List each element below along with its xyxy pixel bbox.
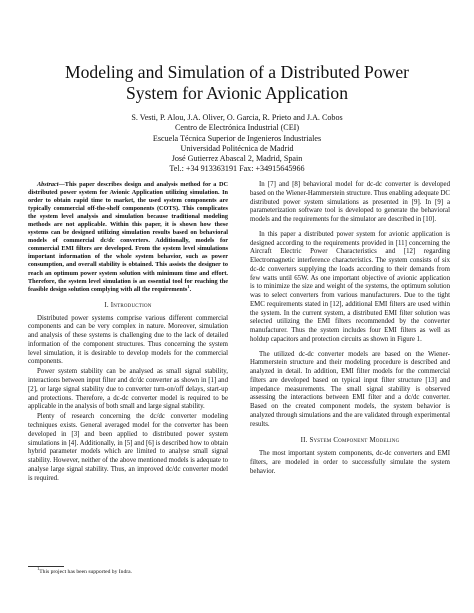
paper-title: Modeling and Simulation of a Distributed Power System for Avionic Application (64, 62, 409, 103)
right-column (250, 181, 450, 477)
section-heading-introduction: I. Introduction (104, 301, 152, 309)
author-block (90, 113, 384, 175)
affiliation-line: Universidad Politécnica de Madrid (180, 143, 294, 153)
section-heading-system-component-modeling: II. System Component Modeling (300, 437, 400, 445)
body-paragraph: The most important system components, dc-dc converters and EMI filters, are modeled in order to successfully simulate the system behavior. (250, 450, 450, 475)
contact-line: Tel.: +34 913363191 Fax: +34915645966 (169, 164, 305, 174)
affiliation-line: Escuela Técnica Superior de Ingenieros Industriales (152, 133, 322, 143)
body-paragraph: The utilized dc-dc converter models are based on the Wiener-Hammerstein structure and their modeling procedure is described and analyzed in detail. In addition, EMI filter models for the commercial filters are developed based on typical input filter structure [13] and impedance measurements. The small signal stability is observed assessing the interactions between EMI filter and a dc/dc converter. Based on the created component models, the system behavior is analyzed through simulations and the are validated through experimental results. (250, 350, 450, 428)
body-paragraph: Power system stability can be analysed as small signal stability, interactions between input filter and dc/dc converter as shown in [1] and [2], or large signal stability due to converter turn-on/off delays, start-up and protections. Therefore, a dc-dc converter model is required to be applicable in the analysis of both small and large signal stability. (28, 368, 228, 411)
footnote-marker: 1 (187, 283, 190, 289)
abstract (28, 181, 228, 294)
body-paragraph: Plenty of research concerning the dc/dc converter modeling techniques exists. General averaged model for the converter has been developed in [3] and been applied to distributed power system simulations in [4]. Additionally, in [5] and [6] is described how to obtain hybrid parameter models which are limited to analyse small signal stability. However, neither of the above mentioned models is adequate to analyse large signal stability. Thus, an improved dc/dc converter model is required. (28, 413, 228, 482)
footnote-text: This project has been supported by Indra. (39, 569, 132, 575)
footnote (28, 566, 228, 576)
body-paragraph: Distributed power systems comprise various different commercial components and can be very complex in nature. Moreover, simulation and analysis of these systems is challenging due to the lack of detailed information of the component structures. Thus concerning the system level simulation, it is desirable to develop models for the commercial components. (28, 314, 228, 366)
footnote-rule (28, 566, 64, 567)
left-column (28, 181, 228, 483)
affiliation-line: José Gutierrez Abascal 2, Madrid, Spain (171, 154, 303, 164)
abstract-label: Abstract (37, 181, 59, 188)
footnote-number: 1 (37, 566, 40, 572)
body-paragraph: In this paper a distributed power system for avionic application is designed according to the requirements provided in [11] concerning the Aircraft Electric Power Characteristics and [12] regarding Electromagnetic interference characteristics. The system consists of six dc-dc converters supplying the loads according to their demands from few watts until 65W. As one important objective of avionic application is to minimize the size and weight of the systems, the optimum solution was to select converters from various manufacturers. Due to the tight EMC requirements stated in [12], additional EMI filters are used within the system. In the current system, a distributed EMI filter solution was selected utilizing the EMI filters recommended by the converter manufacturer. Thus the system includes four EMI filters as well as holdup capacitors and protection circuits as shown in Figure 1. (250, 230, 450, 343)
affiliation-line: Centro de Electrónica Industrial (CEI) (174, 123, 300, 133)
body-paragraph: In [7] and [8] behavioral model for dc-dc converter is developed based on the Wiener-Hammerstein structure. Thus enabling adequate DC distributed power system simulations as presented in [9]. In [9] a parameterization software tool is developed to generate the behavioral models and the requirements for the simulator are described in [10]. (250, 181, 450, 223)
author-names: S. Vesti, P. Alou, J.A. Oliver, O. Garcia, R. Prieto and J.A. Cobos (131, 113, 343, 122)
abstract-end: . (189, 285, 192, 293)
abstract-text: —This paper describes design and analysis method for a DC distributed power system for Avionic Application utilizing simulation. In order to obtain rapid time to market, the used system components are typically commercial off-the-shelf components (COTS). This complicates the system level analysis and simulation because traditional modeling methods are not applicable. Within this paper, it is shown how these systems can be designed utilizing simulation results based on behavioral models of commercial dc/dc converters. Additionally, models for commercial EMI filters are developed. From the system level simulations important information of the whole system behavior, such as power consumption, and overall stability is obtained. This assists the designer to reach an optimum power system solution with minimum time and effort. Therefore, the system level simulation is an essential tool for reaching the feasible design solution complying with all the requirements (28, 181, 228, 293)
